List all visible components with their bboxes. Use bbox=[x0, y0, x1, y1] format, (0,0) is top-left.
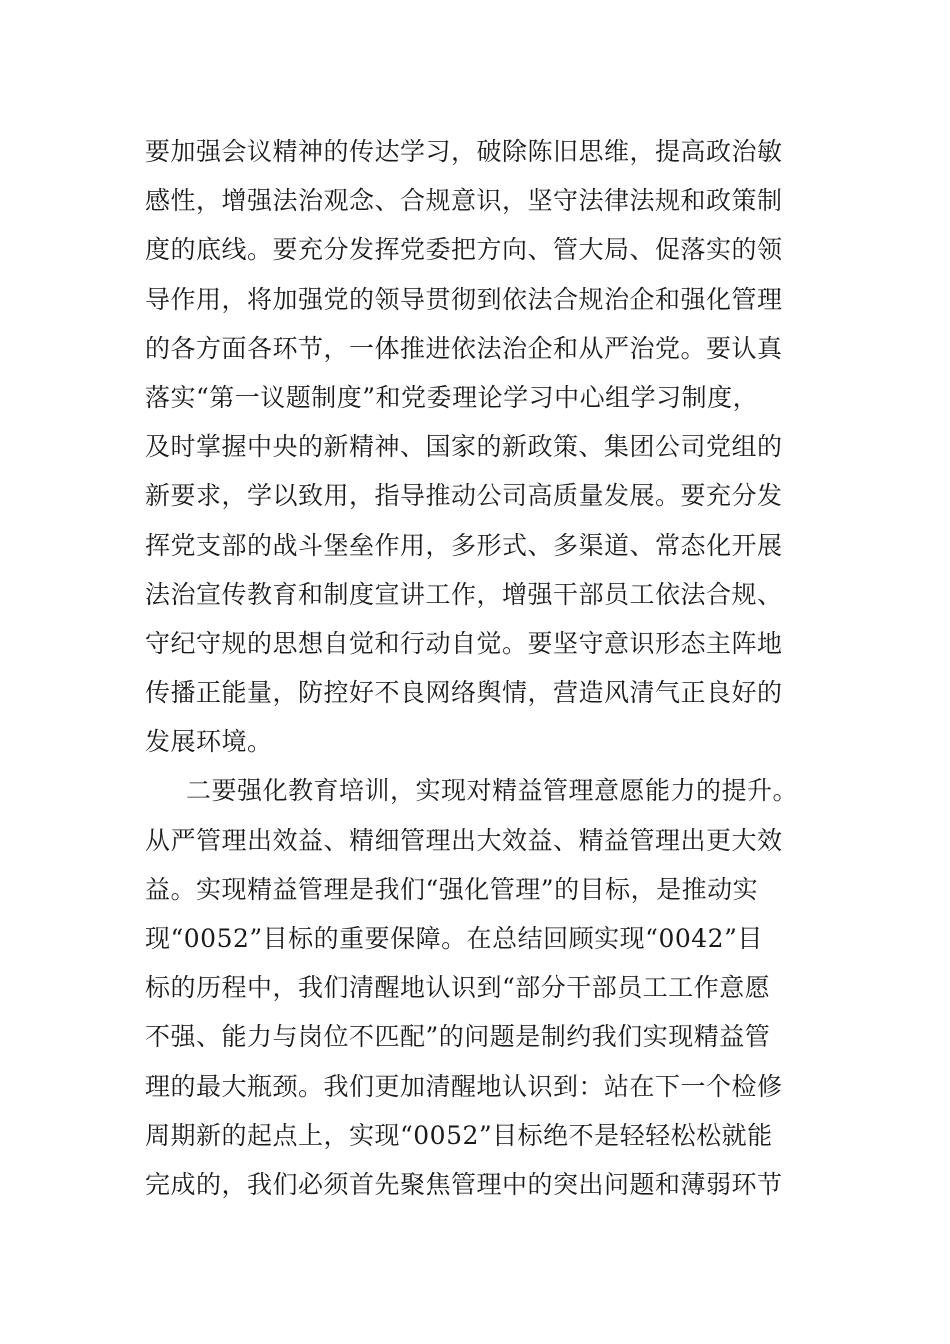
text-line: 法治宣传教育和制度宣讲工作，增强干部员工依法合规、 bbox=[145, 579, 783, 609]
text-line: 度的底线。要充分发挥党委把方向、管大局、促落实的领 bbox=[145, 235, 783, 265]
text-line: 新要求，学以致用，指导推动公司高质量发展。要充分发 bbox=[145, 481, 783, 511]
text-line: 周期新的起点上，实现“0052”目标绝不是轻轻松松就能 bbox=[145, 1120, 773, 1150]
text-line: 益。实现精益管理是我们“强化管理”的目标，是推动实 bbox=[145, 874, 759, 904]
text-line: 守纪守规的思想自觉和行动自觉。要坚守意识形态主阵地 bbox=[145, 628, 783, 658]
body-text bbox=[145, 127, 825, 1209]
text-line: 不强、能力与岗位不匹配”的问题是制约我们实现精益管 bbox=[145, 1022, 771, 1052]
text-line: 发展环境。 bbox=[145, 727, 273, 757]
paragraph-start-line: 二要强化教育培训，实现对精益管理意愿能力的提升。 bbox=[186, 776, 799, 806]
text-line: 从严管理出效益、精细管理出大效益、精益管理出更大效 bbox=[145, 825, 783, 855]
text-line: 导作用，将加强党的领导贯彻到依法合规治企和强化管理 bbox=[145, 284, 783, 314]
text-line: 感性，增强法治观念、合规意识，坚守法律法规和政策制 bbox=[145, 186, 783, 216]
text-line: 要加强会议精神的传达学习，破除陈旧思维，提高政治敏 bbox=[145, 137, 783, 166]
text-line: 完成的，我们必须首先聚焦管理中的突出问题和薄弱环节 bbox=[145, 1169, 783, 1199]
text-line: 及时掌握中央的新精神、国家的新政策、集团公司党组的 bbox=[145, 432, 783, 462]
text-line: 标的历程中，我们清醒地认识到“部分干部员工工作意愿 bbox=[145, 973, 771, 1003]
text-line: 现“0052”目标的重要保障。在总结回顾实现“0042”目 bbox=[145, 924, 763, 953]
text-line: 的各方面各环节，一体推进依法治企和从严治党。要认真 bbox=[145, 333, 783, 363]
text-line: 落实“第一议题制度”和党委理论学习中心组学习制度， bbox=[145, 382, 759, 412]
text-line: 理的最大瓶颈。我们更加清醒地认识到：站在下一个检修 bbox=[145, 1071, 783, 1101]
text-line: 传播正能量，防控好不良网络舆情，营造风清气正良好的 bbox=[145, 678, 783, 708]
text-line: 挥党支部的战斗堡垒作用，多形式、多渠道、常态化开展 bbox=[145, 530, 783, 560]
